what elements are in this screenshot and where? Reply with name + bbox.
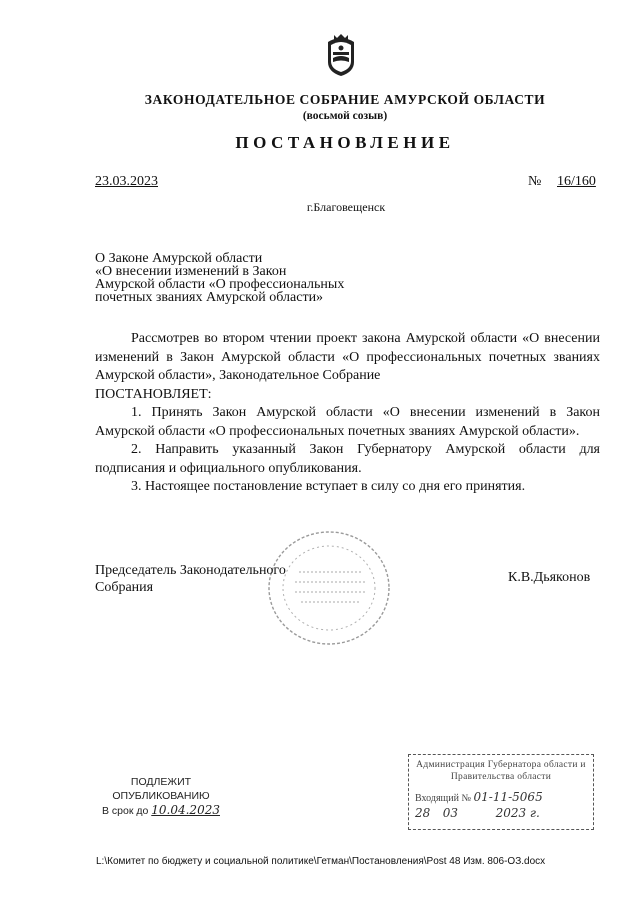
- resolution-item: 2. Направить указанный Закон Губернатору Амурской области для подписания и официального опубликования.: [95, 442, 600, 476]
- publish-line: ПОДЛЕЖИТ: [130, 776, 192, 788]
- incoming-month: 03: [442, 806, 459, 820]
- incoming-label: Входящий №: [415, 793, 472, 804]
- publish-deadline-date: 10.04.2023: [151, 803, 220, 817]
- chairman-position: [95, 562, 286, 596]
- signer-name: К.В.Дьяконов: [508, 570, 591, 585]
- file-path-footer: L:\Комитет по бюджету и социальной политике\Гетман\Постановления\Post 48 Изм. 806-ОЗ.docx: [96, 856, 546, 867]
- incoming-number: 01-11-5065: [473, 790, 543, 804]
- preamble: Рассмотрев во втором чтении проект закона Амурской области «О внесении изменений в Закон Амурской области «О профессиональных почетных званиях Амурской области», Законодательное Собрание: [95, 331, 600, 383]
- resolution-item: 3. Настоящее постановление вступает в силу со дня его принятия.: [131, 479, 526, 494]
- organization-name: ЗАКОНОДАТЕЛЬНОЕ СОБРАНИЕ АМУРСКОЙ ОБЛАСТИ: [144, 92, 546, 107]
- document-date: 23.03.2023: [95, 174, 158, 189]
- subject-line: Амурской области «О профессиональных: [95, 277, 345, 292]
- registration-org: Администрация Губернатора области и: [416, 760, 586, 770]
- registration-stamp: [408, 754, 594, 830]
- publish-deadline: [96, 803, 226, 818]
- position-line: Собрания: [95, 580, 154, 595]
- incoming-year: 2023 г.: [495, 806, 540, 820]
- publish-deadline-label: В срок до: [102, 805, 149, 817]
- convocation: (восьмой созыв): [302, 110, 388, 122]
- incoming-number-row: [415, 791, 587, 805]
- incoming-date-row: [415, 807, 587, 821]
- document-number: 16/160: [557, 174, 596, 189]
- number-sign: №: [528, 174, 542, 189]
- subject-line: «О внесении изменений в Закон: [95, 264, 287, 279]
- resolution-item: 1. Принять Закон Амурской области «О внесении изменений в Закон Амурской области «О профессиональных почетных званиях Амурской области».: [95, 405, 600, 439]
- subject-line: почетных званиях Амурской области»: [95, 290, 324, 305]
- position-line: Председатель Законодательного: [95, 563, 286, 578]
- document-subject: [95, 252, 344, 304]
- city: г.Благовещенск: [306, 200, 386, 214]
- incoming-day: 28: [415, 806, 431, 820]
- registration-org: Правительства области: [450, 772, 552, 782]
- publish-line: ОПУБЛИКОВАНИЮ: [112, 790, 210, 802]
- publish-stamp: [96, 775, 226, 818]
- resolves-heading: ПОСТАНОВЛЯЕТ:: [95, 386, 212, 402]
- subject-line: О Законе Амурской области: [95, 251, 263, 266]
- document-type: ПОСТАНОВЛЕНИЕ: [235, 133, 455, 152]
- document-body: [95, 330, 600, 497]
- coat-of-arms-icon: [324, 32, 358, 78]
